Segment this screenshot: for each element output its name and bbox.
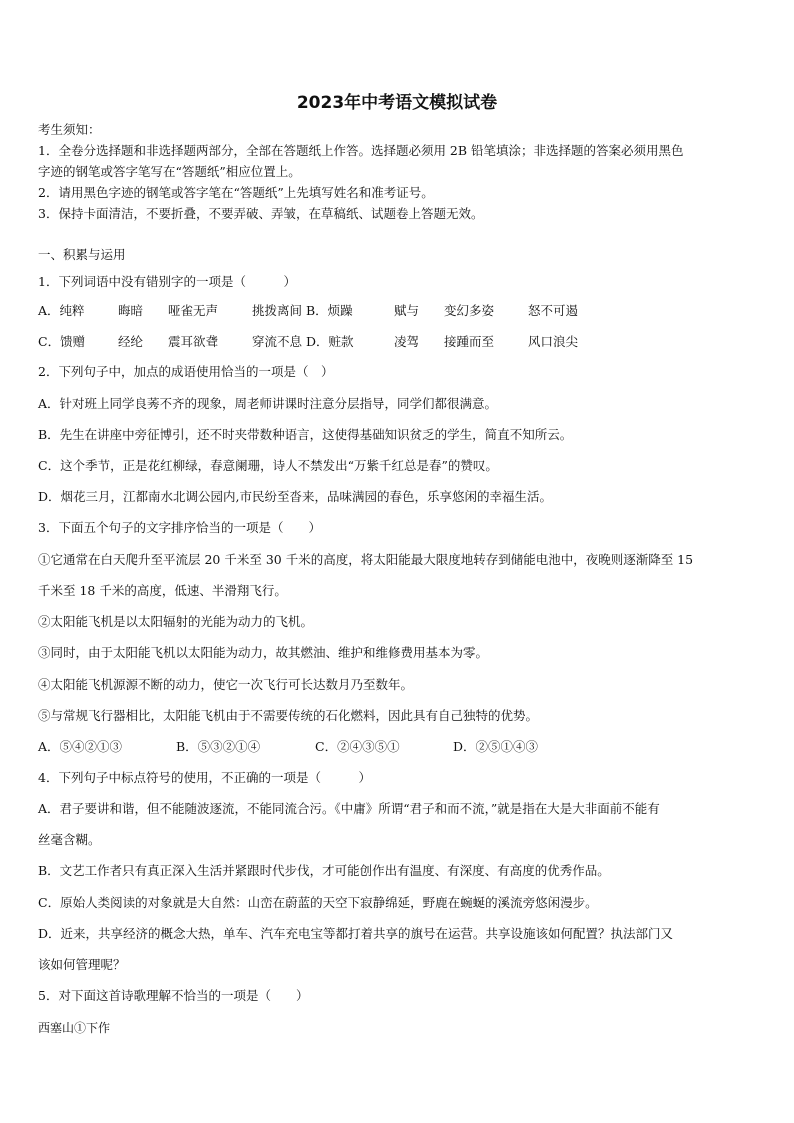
section-heading: 一、积累与运用 <box>38 247 126 262</box>
q1-stem: 1．下列词语中没有错别字的一项是（ ） <box>38 274 296 289</box>
q1-a-word-2: 晦暗 <box>118 303 144 318</box>
notice-item-1: 1．全卷分选择题和非选择题两部分，全部在答题纸上作答。选择题必须用 2B 铅笔填涂；非选择题的答案必须用黑色 <box>38 143 684 158</box>
notice-item-1-cont: 字迹的钢笔或答字笔写在“答题纸”相应位置上。 <box>38 164 301 179</box>
q4-option-d-cont: 该如何管理呢？ <box>38 957 126 972</box>
q3-choice-d: D．②⑤①④③ <box>453 739 539 754</box>
q2-option-a: A．针对班上同学良莠不齐的现象，周老师讲课时注意分层指导，同学们都很满意。 <box>38 396 498 411</box>
q3-choice-a: A．⑤④②①③ <box>38 739 123 754</box>
q3-sentence-4: ④太阳能飞机源源不断的动力，使它一次飞行可长达数月乃至数年。 <box>38 677 414 692</box>
q4-option-a: A．君子要讲和谐，但不能随波逐流，不能同流合污。《中庸》所谓“君子和而不流，”就是指在大是大非面前不能有 <box>38 801 660 816</box>
q1-c-word-4-d-label: 穿流不息 D．赃款 <box>252 334 354 349</box>
poem-title: 西塞山①下作 <box>38 1021 111 1035</box>
q1-d-word-3: 接踵而至 <box>444 334 495 349</box>
q5-stem: 5．对下面这首诗歌理解不恰当的一项是（ ） <box>38 988 309 1003</box>
q1-c-word-3: 震耳欲聋 <box>168 334 219 349</box>
q1-a-word-1: A．纯粹 <box>38 303 85 318</box>
q3-sentence-3: ③同时，由于太阳能飞机以太阳能为动力，故其燃油、维护和维修费用基本为零。 <box>38 645 489 660</box>
q3-choice-c: C．②④③⑤① <box>315 739 400 754</box>
q3-sentence-1-cont: 千米至 18 千米的高度，低速、半滑翔飞行。 <box>38 583 287 598</box>
q2-option-d: D．烟花三月，江都南水北调公园内,市民纷至沓来，品味满园的春色，乐享悠闲的幸福生活。 <box>38 489 552 504</box>
q4-stem: 4．下列句子中标点符号的使用，不正确的一项是（ ） <box>38 770 371 785</box>
q3-sentence-1: ①它通常在白天爬升至平流层 20 千米至 30 千米的高度，将太阳能最大限度地转存到储能电池中，夜晚则逐渐降至 15 <box>38 552 694 567</box>
q2-option-b: B．先生在讲座中旁征博引，还不时夹带数种语言，这使得基础知识贫乏的学生，简直不知所云。 <box>38 427 573 442</box>
page-title: 2023年中考语文模拟试卷 <box>296 93 498 113</box>
q4-option-c: C．原始人类阅读的对象就是大自然：山峦在蔚蓝的天空下寂静绵延，野鹿在蜿蜒的溪流旁悠闲漫步。 <box>38 895 598 910</box>
q4-option-b: B．文艺工作者只有真正深入生活并紧跟时代步伐，才可能创作出有温度、有深度、有高度的优秀作品。 <box>38 863 610 878</box>
q1-d-word-4: 风口浪尖 <box>528 334 579 349</box>
q1-c-word-2: 经纶 <box>118 334 144 349</box>
notice-item-2: 2．请用黑色字迹的钢笔或答字笔在“答题纸”上先填写姓名和准考证号。 <box>38 185 434 200</box>
q3-stem: 3．下面五个句子的文字排序恰当的一项是（ ） <box>38 520 321 535</box>
q2-stem: 2．下列句子中，加点的成语使用恰当的一项是（ ） <box>38 364 334 379</box>
q4-option-d: D．近来，共享经济的概念大热，单车、汽车充电宝等都打着共享的旗号在运营。共享设施该如何配置？执法部门又 <box>38 926 674 941</box>
q3-sentence-5: ⑤与常规飞行器相比，太阳能飞机由于不需要传统的石化燃料，因此具有自己独特的优势。 <box>38 708 539 723</box>
q4-option-a-cont: 丝毫含糊。 <box>38 832 101 847</box>
q1-b-word-4: 怒不可遏 <box>528 303 579 318</box>
q1-d-word-2: 凌驾 <box>394 334 420 349</box>
notice-heading: 考生须知： <box>38 122 101 137</box>
q1-a-word-3: 哑雀无声 <box>168 303 219 318</box>
q1-b-word-2: 赋与 <box>394 303 420 318</box>
q1-a-word-4-b-label: 挑拨离间 B．烦躁 <box>252 303 353 318</box>
q1-c-word-1: C．馈赠 <box>38 334 86 349</box>
q2-option-c: C．这个季节，正是花红柳绿，春意阑珊，诗人不禁发出“万紫千红总是春”的赞叹。 <box>38 458 498 473</box>
q3-sentence-2: ②太阳能飞机是以太阳辐射的光能为动力的飞机。 <box>38 614 314 629</box>
q3-choice-b: B．⑤③②①④ <box>176 739 261 754</box>
q1-b-word-3: 变幻多姿 <box>444 303 495 318</box>
notice-item-3: 3．保持卡面清洁，不要折叠，不要弄破、弄皱，在草稿纸、试题卷上答题无效。 <box>38 206 484 221</box>
